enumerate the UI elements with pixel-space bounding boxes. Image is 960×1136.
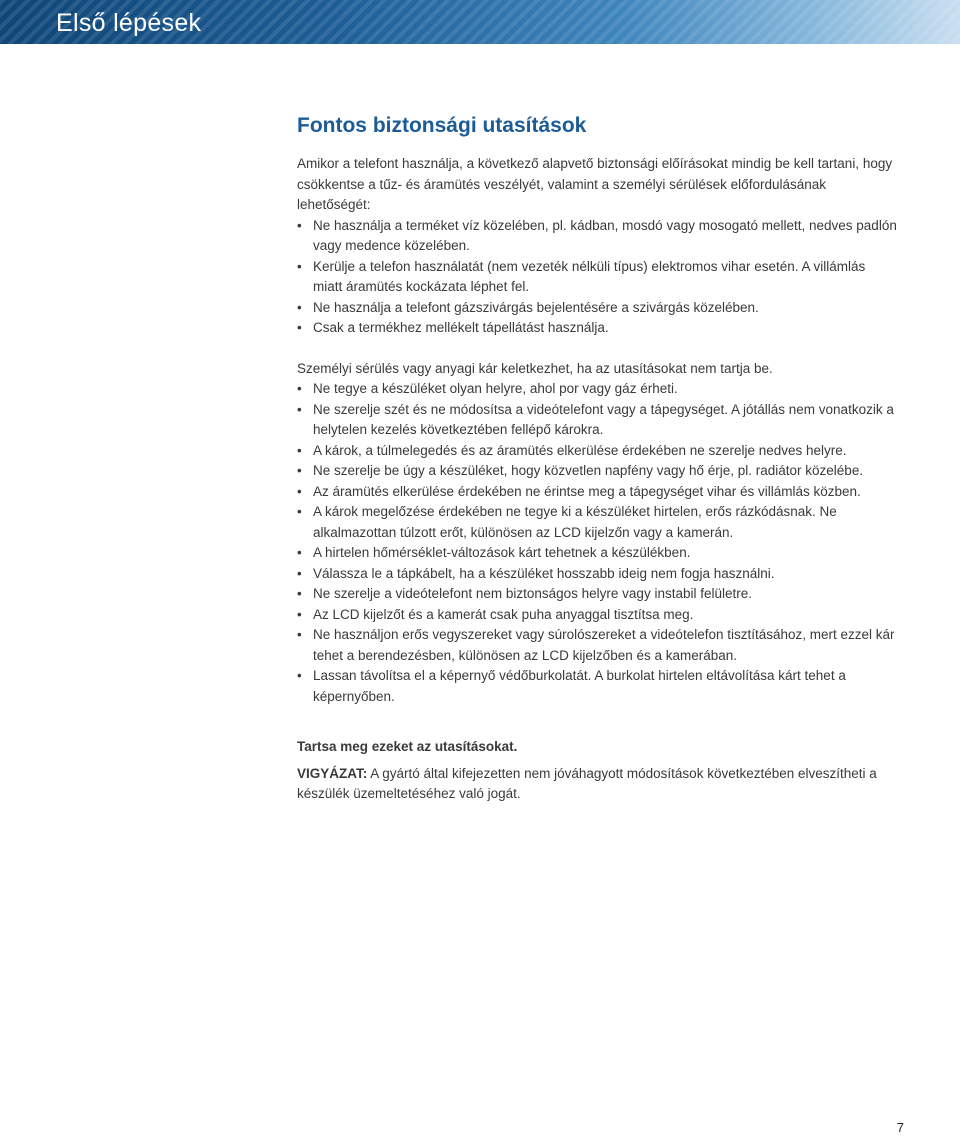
- chapter-title: Első lépések: [56, 9, 202, 37]
- list-item: • A károk, a túlmelegedés és az áramütés elkerülése érdekében ne szerelje nedves helyre.: [297, 441, 897, 462]
- list-item: • Ne használja a terméket víz közelében, pl. kádban, mosdó vagy mosogató mellett, nedves padlón vagy medence közelében.: [297, 216, 897, 257]
- list-item: • Ne szerelje a videótelefont nem biztonságos helyre vagy instabil felületre.: [297, 584, 897, 605]
- keep-instructions: Tartsa meg ezeket az utasításokat.: [297, 739, 518, 754]
- page-number: 7: [896, 1120, 904, 1135]
- header-band: [0, 0, 960, 44]
- intro-paragraph: Amikor a telefont használja, a következő alapvető biztonsági előírásokat mindig be kell tartani, hogy csökkentse a tűz- és áramütés veszélyét, valamint a személyi sérülések előfordulásának lehetőségét:: [297, 156, 893, 212]
- section-title: Fontos biztonsági utasítások: [297, 114, 587, 137]
- list-item: • Az LCD kijelzőt és a kamerát csak puha anyaggal tisztítsa meg.: [297, 605, 897, 626]
- list-item: • Csak a termékhez mellékelt tápellátást használja.: [297, 318, 897, 339]
- injury-paragraph: Személyi sérülés vagy anyagi kár keletkezhet, ha az utasításokat nem tartja be.: [297, 360, 773, 376]
- list-item: • Ne szerelje szét és ne módosítsa a videótelefont vagy a tápegységet. A jótállás nem vonatkozik a helytelen kezelés következtében fellépő károkra.: [297, 400, 897, 441]
- safety-list-2: [297, 379, 897, 707]
- content-area: [297, 110, 897, 805]
- list-item: • A károk megelőzése érdekében ne tegye ki a készüléket hirtelen, erős rázkódásnak. Ne alkalmazottan túlzott erőt, különösen az LCD kijelzőn vagy a kamerán.: [297, 502, 897, 543]
- list-item: • Válassza le a tápkábelt, ha a készüléket hosszabb ideig nem fogja használni.: [297, 564, 897, 585]
- list-item: • A hirtelen hőmérséklet-változások kárt tehetnek a készülékben.: [297, 543, 897, 564]
- warning-text: A gyártó által kifejezetten nem jóváhagyott módosítások következtében elveszítheti a készülék üzemeltetéséhez való jogát.: [297, 765, 877, 801]
- list-item: • Ne tegye a készüléket olyan helyre, ahol por vagy gáz érheti.: [297, 379, 897, 400]
- list-item: • Ne használjon erős vegyszereket vagy súrolószereket a videótelefon tisztításához, mert ezzel kár tehet a berendezésben, különösen az LCD kijelzőben és a kamerában.: [297, 625, 897, 666]
- safety-list-1: [297, 216, 897, 339]
- list-item: • Lassan távolítsa el a képernyő védőburkolatát. A burkolat hirtelen eltávolítása kárt tehet a képernyőben.: [297, 666, 897, 707]
- list-item: • Az áramütés elkerülése érdekében ne érintse meg a tápegységet vihar és villámlás közben.: [297, 482, 897, 503]
- list-item: • Ne használja a telefont gázszivárgás bejelentésére a szivárgás közelében.: [297, 298, 897, 319]
- list-item: • Ne szerelje be úgy a készüléket, hogy közvetlen napfény vagy hő érje, pl. radiátor közelébe.: [297, 461, 897, 482]
- warning-label: VIGYÁZAT:: [297, 765, 368, 781]
- list-item: • Kerülje a telefon használatát (nem vezeték nélküli típus) elektromos vihar esetén. A villámlás miatt áramütés kockázata léphet fel.: [297, 257, 897, 298]
- warning-paragraph: [297, 764, 897, 805]
